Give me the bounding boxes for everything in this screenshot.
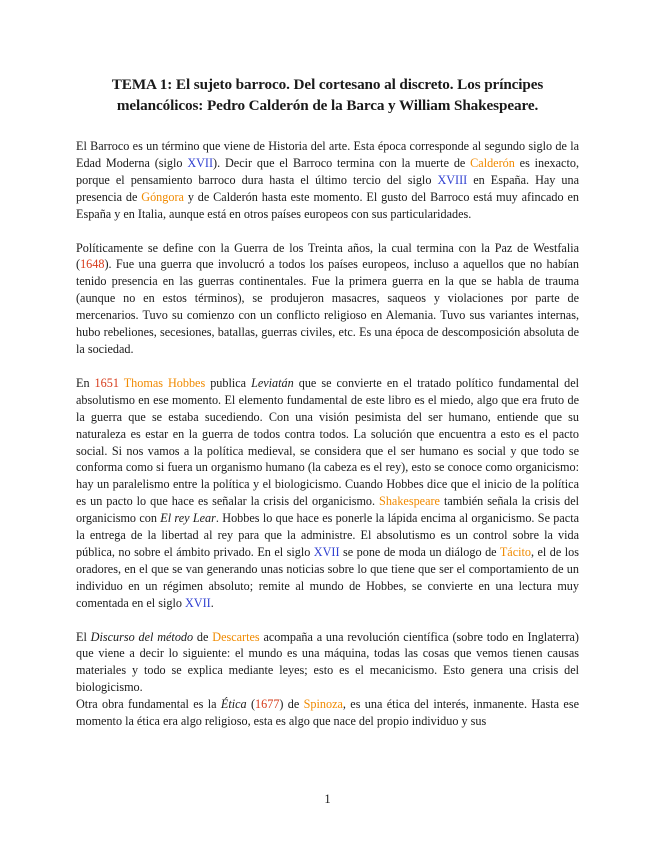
text-run: en España. Hay una presencia de — [76, 172, 580, 204]
page-number: 1 — [324, 792, 331, 806]
text-run: . — [210, 595, 214, 610]
person-name: Calderón — [470, 155, 515, 170]
century-mark: XVIII — [437, 172, 468, 187]
text-run: y de Calderón hasta este momento. El gusto del Barroco está muy afincado en España y en Italia, aunque está en otros países europeos con sus particularidades. — [76, 189, 579, 221]
text-run: En — [76, 375, 95, 390]
text-run: El Barroco es un término que viene de Historia del arte. Esta época corresponde al segundo siglo de la Edad Moderna (siglo — [76, 139, 579, 170]
text-run: acompaña a una revolución científica (sobre todo en Inglaterra) que viene a decir lo siguiente: el mundo es una máquina, todas las cosas que vemos tienen causas materiales y todo se explica mediante leyes; esto es el mecanicismo. Esto genera una crisis del biologicismo. — [76, 629, 579, 695]
text-run: ). Fue una guerra que involucró a todos los países europeos, incluso a aquellos que no habían tenido presencia en las guerras continentales. Fue la primera guerra en la que se habla de trauma (aunque no en estos términos), se produjeron masacres, saqueos y violaciones por parte de mercenarios. Tuvo su comienzo con un conflicto religioso en Alemania. Tuvo sus variantes internas, hubo rebeliones, secesiones, batallas, guerras civiles, etc. Es una época de descomposición absoluta de la sociedad. — [76, 257, 579, 356]
work-title: Leviatán — [251, 375, 294, 390]
document-page — [76, 74, 579, 747]
person-name: Góngora — [141, 189, 184, 204]
paragraph — [76, 138, 579, 223]
document-title: TEMA 1: El sujeto barroco. Del cortesano al discreto. Los príncipes melancólicos: Pedro Calderón de la Barca y William Shakespeare. — [111, 76, 544, 114]
paragraph — [76, 240, 579, 358]
date-mark: 1648 — [80, 257, 105, 272]
paragraph — [76, 375, 579, 612]
century-mark: XVII — [313, 544, 340, 559]
text-run: El — [76, 629, 91, 644]
text-run: también señala la crisis del organicismo con — [76, 494, 579, 526]
text-run: ) de — [279, 697, 304, 712]
paragraph — [76, 629, 579, 697]
work-title: Discurso del método — [90, 629, 194, 644]
work-title: Ética — [220, 697, 247, 712]
paragraph — [76, 696, 579, 730]
date-mark: 1651 — [94, 375, 119, 390]
text-run: , el de los oradores, en el que se van generando unas noticias sobre lo que tiene que ser el comportamiento de un individuo en un régimen absoluto; remite al mundo de Hobbes, se convierte en una lectura muy comentada en el siglo — [76, 544, 579, 610]
person-name: Descartes — [212, 629, 260, 644]
person-name: Thomas Hobbes — [123, 375, 206, 390]
date-mark: 1677 — [255, 697, 280, 712]
person-name: Tácito — [499, 544, 531, 559]
person-name: Spinoza — [303, 697, 343, 712]
text-run: que se convierte en el tratado político fundamental del absolutismo en ese momento. El elemento fundamental de este libro es el miedo, algo que era fruto de la guerra que se estaba sucediendo. Con una visión pesimista del ser humano, entiende que su naturaleza es estar en la guerra de todos contra todos. La solución que encuentra a esto es el pacto social. Si nos vamos a la política medieval, se considera que el ser humano es social y que todo se conforma como si fuera un organismo humano (la cabeza es el rey), esto se conoce como organicismo: hay un paralelismo entre la política y el biologicismo. Cuando Hobbes dice que el inicio de la política es un pacto lo que hace es señalar la crisis del organicismo. — [76, 375, 579, 509]
text-run: . Hobbes lo que hace es ponerle la lápida encima al organicismo. Se pacta la entrega de la libertad al rey para que la administre. El absolutismo es un control sobre la vida pública, no sobre el ámbito privado. En el siglo — [76, 511, 580, 559]
century-mark: XVII — [187, 155, 214, 170]
person-name: Shakespeare — [379, 494, 440, 509]
text-run: es inexacto, porque el pensamiento barroco dura hasta el último tercio del siglo — [76, 155, 579, 187]
text-run: Políticamente se define con la Guerra de los Treinta años, la cual termina con la Paz de Westfalia ( — [76, 240, 579, 272]
text-run: publica — [205, 375, 252, 390]
text-run: se pone de moda un diálogo de — [339, 544, 500, 559]
century-mark: XVII — [184, 595, 211, 610]
document-body — [76, 138, 579, 730]
text-run: de — [193, 629, 213, 644]
text-run: ( — [246, 697, 256, 712]
text-run: , es una ética del interés, inmanente. Hasta ese momento la ética era algo religioso, esta es algo que nace del propio individuo y sus — [76, 697, 579, 729]
work-title: El rey Lear — [160, 511, 216, 526]
text-run: Otra obra fundamental es la — [76, 697, 221, 712]
text-run: ). Decir que el Barroco termina con la muerte de — [213, 155, 471, 170]
